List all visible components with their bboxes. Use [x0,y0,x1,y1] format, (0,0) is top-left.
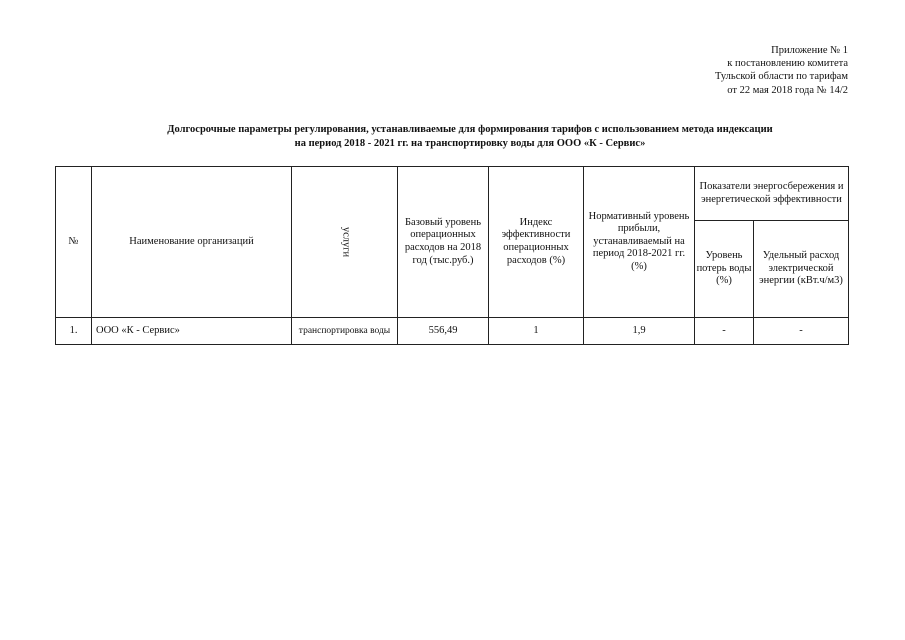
cell-base-level: 556,49 [398,318,489,345]
header-service-label: услуги [339,226,351,258]
appendix-line: от 22 мая 2018 года № 14/2 [727,84,848,96]
header-efficiency-index: Индекс эффективности операционных расходов (%) [489,167,584,318]
table-header-row [56,167,849,221]
cell-efficiency-index: 1 [489,318,584,345]
appendix-block [715,44,848,97]
cell-profit-level: 1,9 [584,318,695,345]
header-base-level: Базовый уровень операционных расходов на 2018 год (тыс.руб.) [398,167,489,318]
parameters-table [55,166,849,345]
cell-water-loss: - [695,318,754,345]
appendix-line: Тульской области по тарифам [714,71,848,83]
table-row [56,318,849,345]
header-electric-consumption: Удельный расход электрической энергии (кВт.ч/м3) [754,221,849,318]
title-line: Долгосрочные параметры регулирования, устанавливаемые для формирования тарифов с использованием метода индексации [167,124,773,135]
cell-number: 1. [56,318,92,345]
header-water-loss: Уровень потерь воды (%) [695,221,754,318]
header-service [292,167,398,318]
document-title [40,123,900,150]
cell-electric-consumption: - [754,318,849,345]
appendix-line: к постановлению комитета [727,58,848,70]
appendix-line: Приложение № 1 [771,45,848,56]
header-number: № [56,167,92,318]
header-profit-level: Нормативный уровень прибыли, устанавливаемый на период 2018-2021 гг. (%) [584,167,695,318]
header-organization: Наименование организаций [92,167,292,318]
cell-service: транспортировка воды [292,318,398,345]
title-line: на период 2018 - 2021 гг. на транспортировку воды для ООО «К - Сервис» [294,137,646,149]
header-energy-group: Показатели энергосбережения и энергетической эффективности [695,167,849,221]
cell-organization: ООО «К - Сервис» [92,318,292,345]
